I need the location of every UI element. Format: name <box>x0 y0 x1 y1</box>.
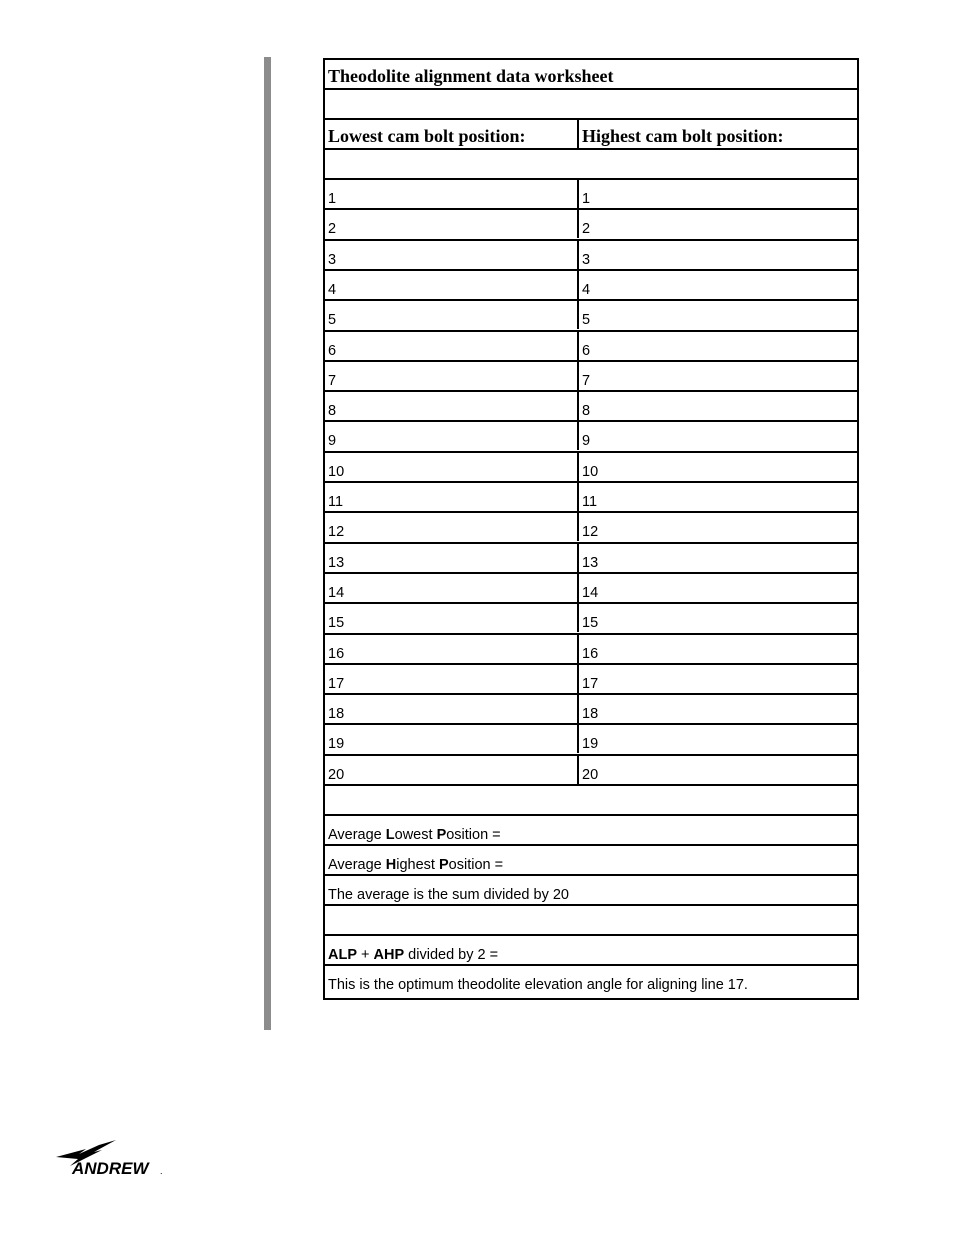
highest-row-number: 19 <box>582 736 599 753</box>
avg-lowest-fragment: osition = <box>446 827 501 843</box>
table-row <box>325 663 857 693</box>
lowest-cell[interactable] <box>325 695 579 723</box>
avg-highest-fragment: H <box>385 857 397 873</box>
highest-row-number: 11 <box>582 494 598 510</box>
highest-cell[interactable] <box>579 665 857 693</box>
highest-row-number: 18 <box>582 706 599 723</box>
formula-fragment: divided by 2 = <box>404 947 499 963</box>
lowest-row-number: 5 <box>328 312 337 329</box>
lowest-row-number: 3 <box>328 251 337 268</box>
lowest-row-number: 19 <box>328 736 345 753</box>
lowest-cell[interactable] <box>325 241 579 269</box>
table-row <box>325 572 857 602</box>
lowest-cell[interactable] <box>325 756 579 784</box>
lowest-row-number: 6 <box>328 342 337 359</box>
lowest-row-number: 10 <box>328 463 345 480</box>
lowest-row-number: 12 <box>328 524 345 541</box>
highest-header: Highest cam bolt position: <box>582 126 784 146</box>
highest-cell[interactable] <box>579 574 857 602</box>
highest-row-number: 14 <box>582 584 599 601</box>
average-lowest-label <box>328 827 501 843</box>
highest-row-number: 10 <box>582 463 599 480</box>
lowest-row-number: 16 <box>328 645 345 662</box>
highest-row-number: 1 <box>582 191 591 207</box>
andrew-logo-mark: . <box>160 1166 163 1176</box>
lowest-cell[interactable] <box>325 574 579 602</box>
highest-row-number: 13 <box>582 554 599 571</box>
highest-row-number: 15 <box>582 615 599 632</box>
lowest-row-number: 1 <box>328 191 337 207</box>
worksheet-title-row <box>325 58 857 88</box>
average-lowest-row <box>325 814 857 844</box>
table-row <box>325 602 857 632</box>
highest-cell[interactable] <box>579 725 857 753</box>
lowest-header: Lowest cam bolt position: <box>328 126 526 146</box>
avg-highest-fragment: Average <box>328 857 386 873</box>
average-note-row <box>325 874 857 904</box>
lowest-cell[interactable] <box>325 453 579 481</box>
table-row <box>325 178 857 208</box>
formula-fragment: ALP <box>328 947 357 963</box>
lowest-cell[interactable] <box>325 180 579 208</box>
table-row <box>325 511 857 541</box>
theodolite-worksheet-table <box>323 58 859 1000</box>
lowest-cell[interactable] <box>325 665 579 693</box>
blank-row <box>325 148 857 178</box>
lowest-row-number: 11 <box>328 494 344 510</box>
highest-row-number: 12 <box>582 524 599 541</box>
revision-change-bar <box>264 57 271 1030</box>
highest-cell[interactable] <box>579 362 857 390</box>
lowest-cell[interactable] <box>325 362 579 390</box>
highest-cell[interactable] <box>579 422 857 450</box>
table-row <box>325 633 857 663</box>
lowest-cell[interactable] <box>325 210 579 238</box>
highest-cell[interactable] <box>579 241 857 269</box>
table-row <box>325 542 857 572</box>
worksheet-title: Theodolite alignment data worksheet <box>328 66 614 86</box>
table-row <box>325 390 857 420</box>
lowest-cell[interactable] <box>325 301 579 329</box>
lowest-cell[interactable] <box>325 635 579 663</box>
highest-cell[interactable] <box>579 635 857 663</box>
average-highest-label <box>328 857 503 873</box>
lowest-cell[interactable] <box>325 332 579 360</box>
lowest-row-number: 15 <box>328 615 345 632</box>
result-note-row <box>325 964 857 994</box>
lowest-row-number: 2 <box>328 221 337 238</box>
lowest-row-number: 14 <box>328 584 345 601</box>
avg-lowest-fragment: Average <box>328 827 386 843</box>
highest-cell[interactable] <box>579 695 857 723</box>
lowest-cell[interactable] <box>325 271 579 299</box>
highest-cell[interactable] <box>579 301 857 329</box>
table-row <box>325 239 857 269</box>
blank-row <box>325 88 857 118</box>
table-row <box>325 723 857 753</box>
highest-row-number: 2 <box>582 221 591 238</box>
column-header-row <box>325 118 857 148</box>
blank-row <box>325 784 857 814</box>
formula-row <box>325 934 857 964</box>
highest-row-number: 4 <box>582 281 591 298</box>
highest-row-number: 3 <box>582 251 591 268</box>
highest-cell[interactable] <box>579 756 857 784</box>
highest-cell[interactable] <box>579 453 857 481</box>
highest-cell[interactable] <box>579 483 857 511</box>
table-row <box>325 451 857 481</box>
table-row <box>325 693 857 723</box>
highest-row-number: 17 <box>582 675 599 692</box>
blank-row <box>325 904 857 934</box>
highest-row-number: 7 <box>582 372 591 389</box>
avg-lowest-fragment: owest <box>394 827 437 843</box>
average-highest-row <box>325 844 857 874</box>
avg-highest-fragment: P <box>439 857 449 873</box>
highest-row-number: 6 <box>582 342 591 359</box>
lowest-cell[interactable] <box>325 513 579 541</box>
lowest-row-number: 18 <box>328 706 345 723</box>
table-row <box>325 208 857 238</box>
highest-cell[interactable] <box>579 544 857 572</box>
andrew-logo <box>56 1140 172 1178</box>
highest-row-number: 9 <box>582 433 591 450</box>
avg-highest-fragment: osition = <box>448 857 504 873</box>
lowest-row-number: 8 <box>328 403 337 420</box>
andrew-logo-wordmark: ANDREW <box>72 1159 149 1178</box>
lowest-cell[interactable] <box>325 725 579 753</box>
table-row <box>325 269 857 299</box>
highest-row-number: 8 <box>582 403 591 420</box>
lowest-cell[interactable] <box>325 544 579 572</box>
table-row <box>325 299 857 329</box>
avg-lowest-fragment: P <box>436 827 447 843</box>
lowest-row-number: 4 <box>328 281 337 298</box>
lowest-cell[interactable] <box>325 392 579 420</box>
avg-highest-fragment: ighest <box>396 857 439 873</box>
highest-cell[interactable] <box>579 392 857 420</box>
table-row <box>325 481 857 511</box>
table-row <box>325 754 857 784</box>
lowest-row-number: 9 <box>328 433 337 450</box>
formula-fragment: + <box>357 947 374 963</box>
highest-cell[interactable] <box>579 180 857 208</box>
highest-cell[interactable] <box>579 210 857 238</box>
average-note: The average is the sum divided by 20 <box>328 887 569 903</box>
table-row <box>325 330 857 360</box>
highest-cell[interactable] <box>579 513 857 541</box>
highest-cell[interactable] <box>579 604 857 632</box>
table-row <box>325 360 857 390</box>
lowest-cell[interactable] <box>325 483 579 511</box>
highest-cell[interactable] <box>579 332 857 360</box>
highest-row-number: 16 <box>582 645 599 662</box>
formula-fragment: AHP <box>373 947 405 963</box>
lowest-row-number: 17 <box>328 675 345 692</box>
lowest-row-number: 13 <box>328 554 345 571</box>
lowest-row-number: 20 <box>328 766 345 783</box>
lowest-row-number: 7 <box>328 372 337 389</box>
table-row <box>325 420 857 450</box>
result-note: This is the optimum theodolite elevation angle for aligning line 17. <box>328 977 748 993</box>
lowest-cell[interactable] <box>325 422 579 450</box>
lowest-cell[interactable] <box>325 604 579 632</box>
avg-lowest-fragment: L <box>385 827 395 843</box>
highest-row-number: 20 <box>582 766 599 783</box>
highest-row-number: 5 <box>582 312 591 329</box>
formula-label <box>328 947 498 963</box>
highest-cell[interactable] <box>579 271 857 299</box>
